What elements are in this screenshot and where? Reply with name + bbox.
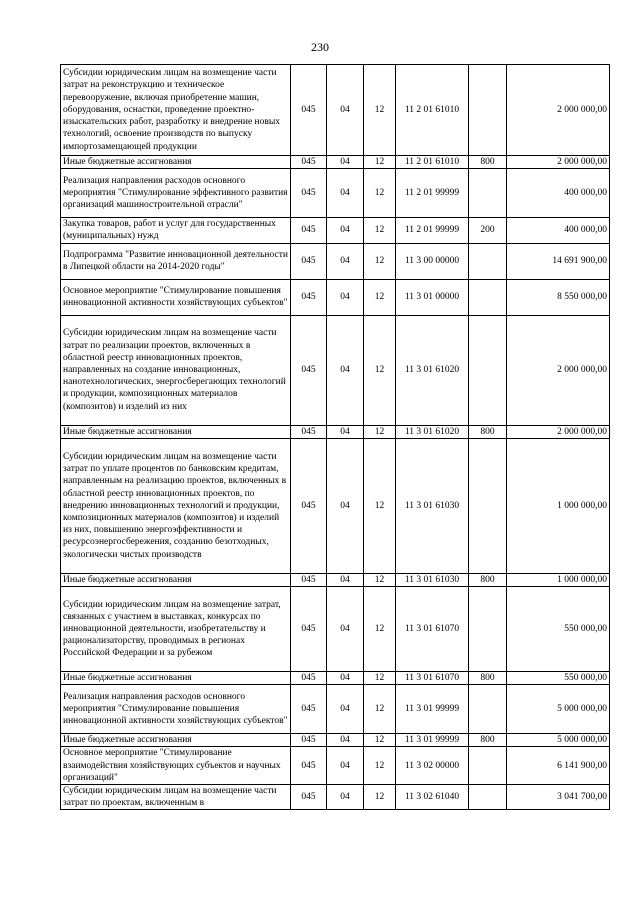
row-target-code: 11 3 02 00000 [396, 747, 469, 785]
table-row [61, 315, 610, 425]
row-target-code: 11 2 01 61010 [396, 65, 469, 156]
row-admin-code: 045 [291, 315, 327, 425]
row-amount: 2 000 000,00 [507, 156, 610, 169]
row-amount: 400 000,00 [507, 169, 610, 218]
table-row [61, 672, 610, 685]
row-admin-code: 045 [291, 425, 327, 438]
row-expense-type [469, 785, 507, 810]
table-row [61, 587, 610, 672]
row-admin-code: 045 [291, 438, 327, 573]
row-subsection: 12 [364, 573, 396, 586]
row-target-code: 11 3 01 61030 [396, 438, 469, 573]
row-description: Основное мероприятие "Стимулирование взаимодействия хозяйствующих субъектов и научных организаций" [61, 747, 291, 785]
row-target-code: 11 3 01 61070 [396, 672, 469, 685]
row-admin-code: 045 [291, 734, 327, 747]
row-target-code: 11 3 01 61020 [396, 315, 469, 425]
row-subsection: 12 [364, 279, 396, 315]
row-description: Закупка товаров, работ и услуг для государственных (муниципальных) нужд [61, 218, 291, 243]
row-expense-type: 800 [469, 425, 507, 438]
row-target-code: 11 2 01 99999 [396, 218, 469, 243]
table-row [61, 438, 610, 573]
row-expense-type: 800 [469, 156, 507, 169]
row-section: 04 [327, 785, 364, 810]
row-subsection: 12 [364, 243, 396, 279]
row-admin-code: 045 [291, 573, 327, 586]
row-target-code: 11 3 01 61020 [396, 425, 469, 438]
table-row [61, 169, 610, 218]
row-description: Иные бюджетные ассигнования [61, 425, 291, 438]
row-expense-type: 200 [469, 218, 507, 243]
row-expense-type: 800 [469, 672, 507, 685]
row-description: Иные бюджетные ассигнования [61, 156, 291, 169]
row-section: 04 [327, 747, 364, 785]
table-row [61, 218, 610, 243]
row-subsection: 12 [364, 218, 396, 243]
row-section: 04 [327, 672, 364, 685]
row-section: 04 [327, 243, 364, 279]
row-amount: 550 000,00 [507, 672, 610, 685]
row-description: Иные бюджетные ассигнования [61, 734, 291, 747]
row-admin-code: 045 [291, 218, 327, 243]
row-expense-type: 800 [469, 734, 507, 747]
row-subsection: 12 [364, 734, 396, 747]
row-subsection: 12 [364, 587, 396, 672]
table-row [61, 573, 610, 586]
table-row [61, 279, 610, 315]
row-amount: 1 000 000,00 [507, 573, 610, 586]
row-subsection: 12 [364, 785, 396, 810]
row-section: 04 [327, 425, 364, 438]
row-section: 04 [327, 279, 364, 315]
table-row [61, 747, 610, 785]
row-subsection: 12 [364, 672, 396, 685]
row-section: 04 [327, 573, 364, 586]
row-amount: 2 000 000,00 [507, 65, 610, 156]
row-target-code: 11 3 01 99999 [396, 685, 469, 734]
row-description: Подпрограмма "Развитие инновационной деятельности в Липецкой области на 2014-2020 годы" [61, 243, 291, 279]
row-expense-type [469, 65, 507, 156]
table-row [61, 734, 610, 747]
row-section: 04 [327, 169, 364, 218]
table-row [61, 785, 610, 810]
row-amount: 2 000 000,00 [507, 315, 610, 425]
row-subsection: 12 [364, 425, 396, 438]
row-section: 04 [327, 685, 364, 734]
row-expense-type [469, 685, 507, 734]
row-target-code: 11 3 00 00000 [396, 243, 469, 279]
row-description: Субсидии юридическим лицам на возмещение части затрат по уплате процентов по банковским кредитам, направленным на реализацию проектов, включенных в областной реестр инновационных проектов, по внедрению инновационных технологий и продукции, композиционных материалов (композитов) и изделий из них, повышению энергоэффективности и ресурсоэнергосбережения, созданию безотходных, экологически чистых производств [61, 438, 291, 573]
row-target-code: 11 3 01 00000 [396, 279, 469, 315]
row-amount: 2 000 000,00 [507, 425, 610, 438]
row-admin-code: 045 [291, 587, 327, 672]
row-expense-type [469, 747, 507, 785]
row-expense-type: 800 [469, 573, 507, 586]
row-section: 04 [327, 65, 364, 156]
row-section: 04 [327, 587, 364, 672]
row-amount: 3 041 700,00 [507, 785, 610, 810]
row-description: Основное мероприятие "Стимулирование повышения инновационной активности хозяйствующих субъектов" [61, 279, 291, 315]
table-row [61, 425, 610, 438]
table-row [61, 685, 610, 734]
row-target-code: 11 3 01 99999 [396, 734, 469, 747]
row-admin-code: 045 [291, 785, 327, 810]
row-section: 04 [327, 315, 364, 425]
row-amount: 550 000,00 [507, 587, 610, 672]
row-section: 04 [327, 218, 364, 243]
row-expense-type [469, 243, 507, 279]
row-admin-code: 045 [291, 279, 327, 315]
row-description: Субсидии юридическим лицам на возмещение части затрат на реконструкцию и техническое перевооружение, включая приобретение машин, оборудования, оснастки, проведение проектно-изыскательских работ, разработку и внедрение новых технологий, освоение производств по выпуску импортозамещающей продукции [61, 65, 291, 156]
page-number: 230 [311, 40, 329, 54]
row-section: 04 [327, 438, 364, 573]
row-description: Реализация направления расходов основного мероприятия "Стимулирование повышения инновационной активности хозяйствующих субъектов" [61, 685, 291, 734]
row-description: Иные бюджетные ассигнования [61, 672, 291, 685]
row-admin-code: 045 [291, 169, 327, 218]
row-target-code: 11 2 01 99999 [396, 169, 469, 218]
row-target-code: 11 3 01 61070 [396, 587, 469, 672]
row-expense-type [469, 587, 507, 672]
row-admin-code: 045 [291, 672, 327, 685]
row-section: 04 [327, 156, 364, 169]
row-subsection: 12 [364, 438, 396, 573]
row-expense-type [469, 315, 507, 425]
row-expense-type [469, 169, 507, 218]
row-amount: 5 000 000,00 [507, 734, 610, 747]
row-subsection: 12 [364, 65, 396, 156]
row-admin-code: 045 [291, 243, 327, 279]
row-amount: 14 691 900,00 [507, 243, 610, 279]
row-target-code: 11 3 01 61030 [396, 573, 469, 586]
row-expense-type [469, 279, 507, 315]
row-amount: 6 141 900,00 [507, 747, 610, 785]
row-subsection: 12 [364, 156, 396, 169]
row-section: 04 [327, 734, 364, 747]
row-subsection: 12 [364, 169, 396, 218]
row-description: Субсидии юридическим лицам на возмещение части затрат по реализации проектов, включенных в областной реестр инновационных проектов, направленных на создание инновационных, нанотехнологических, энергосберегающих технологий и продукции, композиционных материалов (композитов) и изделий из них [61, 315, 291, 425]
budget-table-body [61, 65, 610, 810]
row-amount: 1 000 000,00 [507, 438, 610, 573]
row-admin-code: 045 [291, 156, 327, 169]
row-amount: 5 000 000,00 [507, 685, 610, 734]
table-row [61, 243, 610, 279]
row-amount: 8 550 000,00 [507, 279, 610, 315]
table-row [61, 156, 610, 169]
row-subsection: 12 [364, 747, 396, 785]
row-target-code: 11 3 02 61040 [396, 785, 469, 810]
row-description: Реализация направления расходов основного мероприятия "Стимулирование эффективного развития организаций машиностроительной отрасли" [61, 169, 291, 218]
row-admin-code: 045 [291, 747, 327, 785]
row-description: Субсидии юридическим лицам на возмещение затрат, связанных с участием в выставках, конкурсах по инновационной деятельности, изобретательству и рационализаторству, проводимых в регионах Российской Федерации и за рубежом [61, 587, 291, 672]
row-description: Иные бюджетные ассигнования [61, 573, 291, 586]
row-subsection: 12 [364, 315, 396, 425]
budget-table [60, 64, 610, 810]
row-target-code: 11 2 01 61010 [396, 156, 469, 169]
row-admin-code: 045 [291, 65, 327, 156]
row-description: Субсидии юридическим лицам на возмещение части затрат по проектам, включенным в [61, 785, 291, 810]
table-row [61, 65, 610, 156]
row-admin-code: 045 [291, 685, 327, 734]
row-amount: 400 000,00 [507, 218, 610, 243]
row-expense-type [469, 438, 507, 573]
row-subsection: 12 [364, 685, 396, 734]
